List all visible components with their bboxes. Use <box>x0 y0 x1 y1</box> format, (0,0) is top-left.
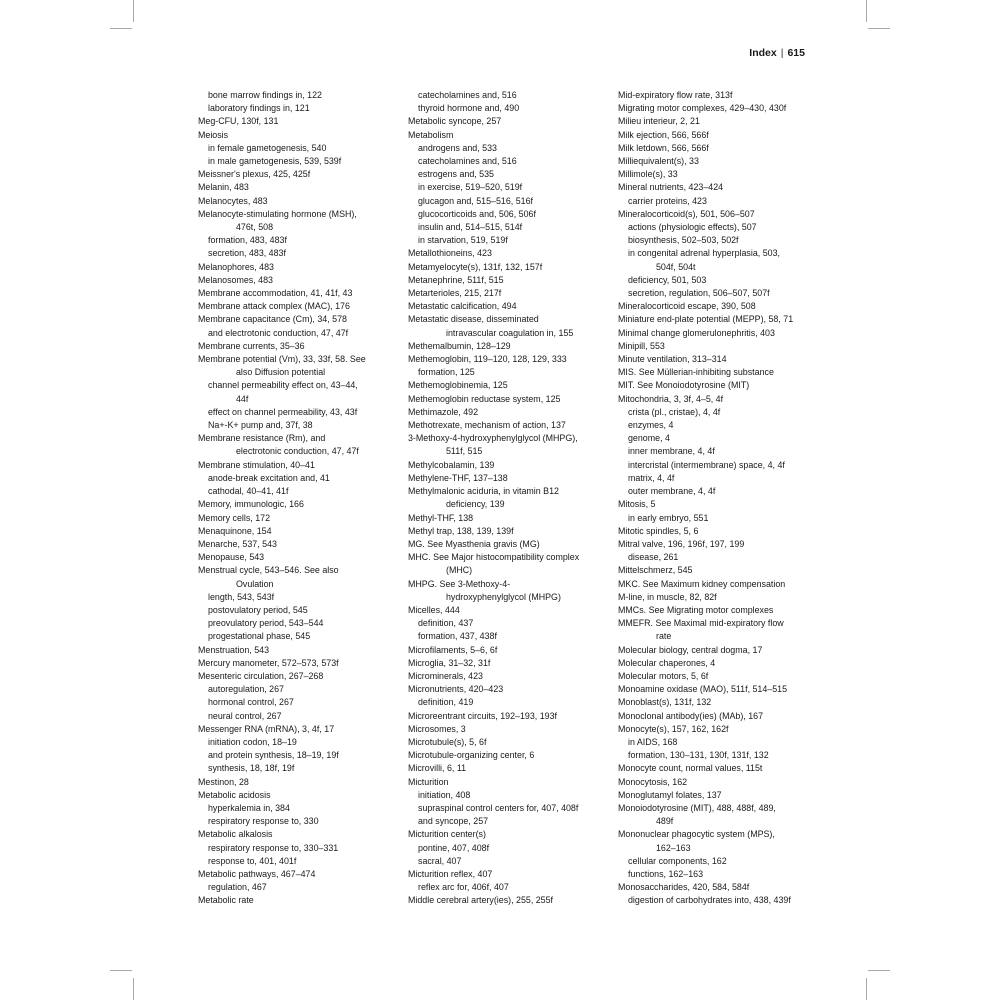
index-entry: Metamyelocyte(s), 131f, 132, 157f <box>408 261 543 272</box>
index-entry: and electrotonic conduction, 47, 47f <box>208 327 349 338</box>
index-entry: laboratory findings in, 121 <box>208 103 310 114</box>
index-entry: Metabolic syncope, 257 <box>408 116 502 127</box>
index-entry: Miniature end-plate potential (MEPP), 58, 71 <box>618 314 794 325</box>
index-entry: length, 543, 543f <box>208 591 275 602</box>
index-entry: in congenital adrenal hyperplasia, 503, <box>628 248 780 259</box>
index-entry: Micturition <box>408 776 449 787</box>
index-entry: Membrane accommodation, 41, 41f, 43 <box>198 288 353 299</box>
index-entry: hormonal control, 267 <box>208 697 294 708</box>
index-entry: anode-break excitation and, 41 <box>208 472 330 483</box>
index-entry: pontine, 407, 408f <box>418 842 490 853</box>
index-entry: in exercise, 519–520, 519f <box>418 182 523 193</box>
index-entry: Milieu interieur, 2, 21 <box>618 116 700 127</box>
index-entry: Mitochondria, 3, 3f, 4–5, 4f <box>618 393 724 404</box>
index-entry: Menopause, 543 <box>198 552 265 563</box>
index-entry: Ovulation <box>236 578 274 589</box>
index-entry: in male gametogenesis, 539, 539f <box>208 156 342 167</box>
index-entry: and syncope, 257 <box>418 816 489 827</box>
index-column-3 <box>618 89 818 908</box>
index-entry: deficiency, 139 <box>446 499 505 510</box>
crop-mark <box>133 978 134 1000</box>
index-entry: Meiosis <box>198 129 229 140</box>
index-entry: initiation codon, 18–19 <box>208 736 297 747</box>
index-entry: Memory cells, 172 <box>198 512 271 523</box>
index-entry: Methotrexate, mechanism of action, 137 <box>408 420 566 431</box>
index-entry: definition, 419 <box>418 697 474 708</box>
index-entry: Molecular biology, central dogma, 17 <box>618 644 763 655</box>
index-entry: Monoclonal antibody(ies) (MAb), 167 <box>618 710 764 721</box>
index-entry: Microfilaments, 5–6, 6f <box>408 644 498 655</box>
index-entry: biosynthesis, 502–503, 502f <box>628 235 739 246</box>
index-entry: Monoiodotyrosine (MIT), 488, 488f, 489, <box>618 802 776 813</box>
index-entry: androgens and, 533 <box>418 142 497 153</box>
index-entry: Mesenteric circulation, 267–268 <box>198 670 324 681</box>
index-entry: Microvilli, 6, 11 <box>408 763 467 774</box>
index-entry: estrogens and, 535 <box>418 169 494 180</box>
index-entry: Melanosomes, 483 <box>198 274 273 285</box>
crop-mark <box>866 0 867 22</box>
index-entry: 3-Methoxy-4-hydroxyphenylglycol (MHPG), <box>408 433 578 444</box>
index-entry: Middle cerebral artery(ies), 255, 255f <box>408 895 554 906</box>
index-entry: 44f <box>236 393 249 404</box>
index-entry: matrix, 4, 4f <box>628 472 675 483</box>
index-entry: Melanocytes, 483 <box>198 195 268 206</box>
index-entry: intravascular coagulation in, 155 <box>446 327 574 338</box>
index-entry: Milk ejection, 566, 566f <box>618 129 709 140</box>
index-entry: M-line, in muscle, 82, 82f <box>618 591 717 602</box>
index-entry: outer membrane, 4, 4f <box>628 486 716 497</box>
index-entry: neural control, 267 <box>208 710 282 721</box>
page-number: 615 <box>787 47 805 59</box>
index-entry: Methyl-THF, 138 <box>408 512 474 523</box>
index-entry: Minute ventilation, 313–314 <box>618 354 727 365</box>
index-entry: Micturition center(s) <box>408 829 486 840</box>
index-entry: MHC. See Major histocompatibility complex <box>408 552 580 563</box>
index-entry: Methemoglobin reductase system, 125 <box>408 393 561 404</box>
index-entry: Molecular motors, 5, 6f <box>618 670 709 681</box>
index-entry: bone marrow findings in, 122 <box>208 90 322 100</box>
index-entry: MMEFR. See Maximal mid-expiratory flow <box>618 618 784 629</box>
index-entry: Minimal change glomerulonephritis, 403 <box>618 327 775 338</box>
index-entry: Monoamine oxidase (MAO), 511f, 514–515 <box>618 684 788 695</box>
index-entry: Meissner's plexus, 425, 425f <box>198 169 311 180</box>
index-entry: Microtubule-organizing center, 6 <box>408 750 535 761</box>
index-entry: Membrane stimulation, 40–41 <box>198 459 315 470</box>
index-entry: Monocyte count, normal values, 115t <box>618 763 763 774</box>
index-entry: Mononuclear phagocytic system (MPS), <box>618 829 775 840</box>
index-entry: Meg-CFU, 130f, 131 <box>198 116 279 127</box>
index-entry: crista (pl., cristae), 4, 4f <box>628 406 721 417</box>
index-entry: catecholamines and, 516 <box>418 90 517 100</box>
crop-mark <box>110 970 132 971</box>
index-entry: Mineral nutrients, 423–424 <box>618 182 724 193</box>
index-entry: Methemoglobin, 119–120, 128, 129, 333 <box>408 354 567 365</box>
index-entry: glucocorticoids and, 506, 506f <box>418 208 536 219</box>
index-entry: enzymes, 4 <box>628 420 674 431</box>
index-entry: MIT. See Monoiodotyrosine (MIT) <box>618 380 750 391</box>
index-entry: MHPG. See 3-Methoxy-4- <box>408 578 511 589</box>
index-entry: Micelles, 444 <box>408 604 460 615</box>
index-entry: in early embryo, 551 <box>628 512 709 523</box>
index-entry: actions (physiologic effects), 507 <box>628 222 757 233</box>
index-entry: Methimazole, 492 <box>408 406 479 417</box>
index-entry: Membrane resistance (Rm), and <box>198 433 326 444</box>
index-entry: postovulatory period, 545 <box>208 604 308 615</box>
index-entry: Mineralocorticoid(s), 501, 506–507 <box>618 208 755 219</box>
index-entry: Melanophores, 483 <box>198 261 274 272</box>
index-entry: Mitotic spindles, 5, 6 <box>618 525 699 536</box>
index-entry: 511f, 515 <box>446 446 483 457</box>
index-entry: Menarche, 537, 543 <box>198 538 277 549</box>
index-entry: Monosaccharides, 420, 584, 584f <box>618 882 750 893</box>
header-separator: | <box>780 47 784 59</box>
index-entry: formation, 483, 483f <box>208 235 287 246</box>
index-entry: MG. See Myasthenia gravis (MG) <box>408 538 540 549</box>
crop-mark <box>133 0 134 22</box>
index-entry: in female gametogenesis, 540 <box>208 142 327 153</box>
index-entry: Metabolic acidosis <box>198 789 271 800</box>
index-entry: response to, 401, 401f <box>208 855 297 866</box>
index-entry: Menstruation, 543 <box>198 644 270 655</box>
index-entry: Menstrual cycle, 543–546. See also <box>198 565 339 576</box>
index-entry: carrier proteins, 423 <box>628 195 707 206</box>
index-entry: catecholamines and, 516 <box>418 156 517 167</box>
index-entry: Monocyte(s), 157, 162, 162f <box>618 723 729 734</box>
index-entry: progestational phase, 545 <box>208 631 311 642</box>
index-entry: respiratory response to, 330–331 <box>208 842 339 853</box>
index-entry: and protein synthesis, 18–19, 19f <box>208 750 339 761</box>
index-entry: formation, 437, 438f <box>418 631 497 642</box>
index-entry: Molecular chaperones, 4 <box>618 657 716 668</box>
index-entry: Methylmalonic aciduria, in vitamin B12 <box>408 486 559 497</box>
index-entry: 476t, 508 <box>236 222 274 233</box>
index-entry: sacral, 407 <box>418 855 462 866</box>
index-entry: Membrane currents, 35–36 <box>198 340 305 351</box>
index-entry: Micturition reflex, 407 <box>408 868 493 879</box>
index-entry: MKC. See Maximum kidney compensation <box>618 578 786 589</box>
index-entry: Melanocyte-stimulating hormone (MSH), <box>198 208 357 219</box>
index-entry: insulin and, 514–515, 514f <box>418 222 523 233</box>
index-entry: Microglia, 31–32, 31f <box>408 657 491 668</box>
section-title: Index <box>749 47 777 59</box>
index-entry: rate <box>656 631 672 642</box>
index-entry: Metabolic alkalosis <box>198 829 273 840</box>
index-entry: Mitosis, 5 <box>618 499 656 510</box>
index-entry: regulation, 467 <box>208 882 267 893</box>
index-entry: Monocytosis, 162 <box>618 776 688 787</box>
index-entry: hyperkalemia in, 384 <box>208 802 290 813</box>
index-entry: inner membrane, 4, 4f <box>628 446 715 457</box>
index-entry: hydroxyphenylglycol (MHPG) <box>446 591 561 602</box>
index-entry: respiratory response to, 330 <box>208 816 319 827</box>
running-header <box>749 47 805 59</box>
index-entry: Migrating motor complexes, 429–430, 430f <box>618 103 787 114</box>
index-entry: Microreentrant circuits, 192–193, 193f <box>408 710 557 721</box>
index-entry: Metabolism <box>408 129 454 140</box>
index-entry: disease, 261 <box>628 552 679 563</box>
index-entry: Microtubule(s), 5, 6f <box>408 736 487 747</box>
index-entry: Membrane capacitance (Cm), 34, 578 <box>198 314 347 325</box>
index-entry: Monoglutamyl folates, 137 <box>618 789 722 800</box>
index-column-1 <box>198 89 398 908</box>
index-entry: formation, 130–131, 130f, 131f, 132 <box>628 750 769 761</box>
crop-mark <box>110 28 132 29</box>
index-entry: MMCs. See Migrating motor complexes <box>618 604 774 615</box>
index-entry: Mestinon, 28 <box>198 776 249 787</box>
index-entry: Messenger RNA (mRNA), 3, 4f, 17 <box>198 723 335 734</box>
index-entry: definition, 437 <box>418 618 474 629</box>
index-entry: Metallothioneins, 423 <box>408 248 492 259</box>
index-entry: Milliequivalent(s), 33 <box>618 156 699 167</box>
index-entry: genome, 4 <box>628 433 670 444</box>
index-entry: Methylene-THF, 137–138 <box>408 472 508 483</box>
index-entry: Metastatic calcification, 494 <box>408 301 517 312</box>
index-entry: MIS. See Müllerian-inhibiting substance <box>618 367 774 378</box>
index-entry: reflex arc for, 406f, 407 <box>418 882 509 893</box>
index-entry: formation, 125 <box>418 367 475 378</box>
index-entry: Methemalbumin, 128–129 <box>408 340 511 351</box>
index-column-2 <box>408 89 608 908</box>
index-entry: preovulatory period, 543–544 <box>208 618 324 629</box>
index-entry: 504f, 504t <box>656 261 696 272</box>
index-entry: Mid-expiratory flow rate, 313f <box>618 90 733 100</box>
index-entry: cellular components, 162 <box>628 855 727 866</box>
index-entry: thyroid hormone and, 490 <box>418 103 520 114</box>
index-entry: initiation, 408 <box>418 789 471 800</box>
index-entry: in AIDS, 168 <box>628 736 678 747</box>
index-entry: in starvation, 519, 519f <box>418 235 508 246</box>
index-entry: Milk letdown, 566, 566f <box>618 142 709 153</box>
index-entry: effect on channel permeability, 43, 43f <box>208 406 358 417</box>
index-entry: Microminerals, 423 <box>408 670 483 681</box>
index-entry: digestion of carbohydrates into, 438, 439f <box>628 895 791 906</box>
index-entry: Membrane attack complex (MAC), 176 <box>198 301 350 312</box>
index-entry: Methemoglobinemia, 125 <box>408 380 508 391</box>
index-entry: secretion, 483, 483f <box>208 248 286 259</box>
index-entry: Minipill, 553 <box>618 340 665 351</box>
index-entry: Metastatic disease, disseminated <box>408 314 539 325</box>
index-entry: Memory, immunologic, 166 <box>198 499 304 510</box>
index-entry: Mineralocorticoid escape, 390, 508 <box>618 301 756 312</box>
index-entry: (MHC) <box>446 565 473 576</box>
index-entry: Metabolic rate <box>198 895 254 906</box>
crop-mark <box>868 28 890 29</box>
index-entry: synthesis, 18, 18f, 19f <box>208 763 295 774</box>
index-entry: 489f <box>656 816 674 827</box>
crop-mark <box>868 970 890 971</box>
index-entry: glucagon and, 515–516, 516f <box>418 195 533 206</box>
index-entry: Membrane potential (Vm), 33, 33f, 58. See <box>198 354 366 365</box>
index-entry: cathodal, 40–41, 41f <box>208 486 289 497</box>
index-entry: Na+-K+ pump and, 37f, 38 <box>208 420 313 431</box>
index-entry: Methylcobalamin, 139 <box>408 459 495 470</box>
index-entry: secretion, regulation, 506–507, 507f <box>628 288 770 299</box>
index-entry: Microsomes, 3 <box>408 723 466 734</box>
index-entry: supraspinal control centers for, 407, 408f <box>418 802 579 813</box>
index-entry: autoregulation, 267 <box>208 684 284 695</box>
index-entry: Millimole(s), 33 <box>618 169 678 180</box>
index-entry: Metabolic pathways, 467–474 <box>198 868 316 879</box>
index-entry: channel permeability effect on, 43–44, <box>208 380 358 391</box>
index-entry: Mercury manometer, 572–573, 573f <box>198 657 339 668</box>
index-entry: functions, 162–163 <box>628 868 704 879</box>
crop-mark <box>866 978 867 1000</box>
index-entry: intercristal (intermembrane) space, 4, 4f <box>628 459 785 470</box>
index-entry: deficiency, 501, 503 <box>628 274 707 285</box>
index-entry: 162–163 <box>656 842 691 853</box>
index-entry: Metarterioles, 215, 217f <box>408 288 502 299</box>
index-entry: also Diffusion potential <box>236 367 326 378</box>
index-entry: Melanin, 483 <box>198 182 249 193</box>
index-entry: Mitral valve, 196, 196f, 197, 199 <box>618 538 745 549</box>
index-entry: Menaquinone, 154 <box>198 525 272 536</box>
index-entry: Mittelschmerz, 545 <box>618 565 693 576</box>
index-entry: Metanephrine, 511f, 515 <box>408 274 504 285</box>
index-entry: electrotonic conduction, 47, 47f <box>236 446 359 457</box>
index-entry: Micronutrients, 420–423 <box>408 684 504 695</box>
index-entry: Monoblast(s), 131f, 132 <box>618 697 712 708</box>
index-entry: Methyl trap, 138, 139, 139f <box>408 525 514 536</box>
